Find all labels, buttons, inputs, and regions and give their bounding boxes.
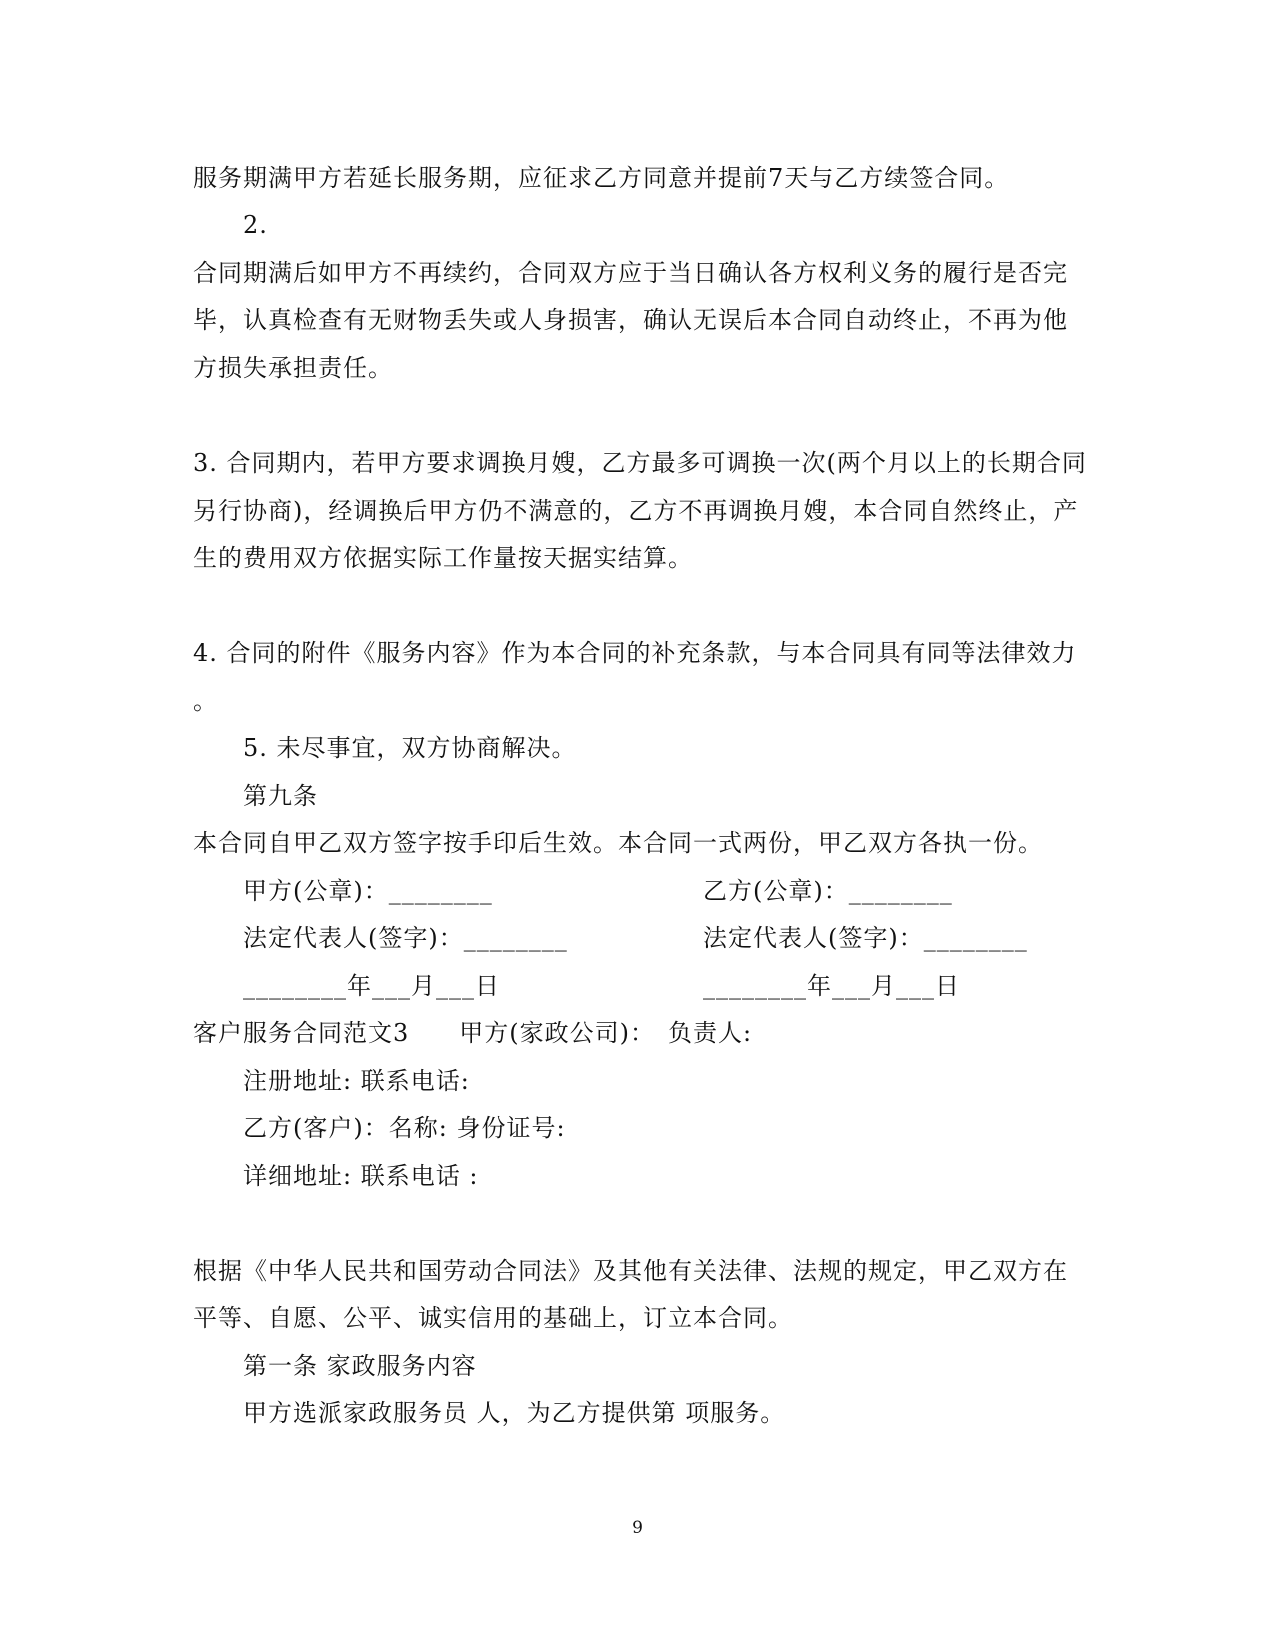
party-b-date-field: ________年___月___日	[703, 972, 960, 1000]
paragraph-line: 生的费用双方依据实际工作量按天据实结算。	[193, 544, 693, 572]
paragraph-line: 5. 未尽事宜，双方协商解决。	[243, 734, 577, 762]
page-number: 9	[632, 1518, 643, 1538]
party-b-seal-field: 乙方(公章)：________	[703, 877, 953, 905]
paragraph-line: 甲方选派家政服务员 人，为乙方提供第 项服务。	[243, 1399, 786, 1427]
paragraph-line: 。	[193, 687, 218, 715]
paragraph-line: 方损失承担责任。	[193, 354, 393, 382]
party-a-seal-field: 甲方(公章)：________	[243, 877, 493, 905]
paragraph-line: 服务期满甲方若延长服务期，应征求乙方同意并提前7天与乙方续签合同。	[193, 164, 1010, 192]
section-title-line: 客户服务合同范文3 甲方(家政公司)： 负责人:	[193, 1019, 753, 1047]
party-a-date-field: ________年___月___日	[243, 972, 500, 1000]
clause-number: 2.	[243, 211, 268, 239]
party-b-name-field: 乙方(客户)：名称: 身份证号:	[243, 1114, 566, 1142]
paragraph-line: 平等、自愿、公平、诚实信用的基础上，订立本合同。	[193, 1304, 793, 1332]
party-b-representative-field: 法定代表人(签字)：________	[703, 924, 1028, 952]
paragraph-line: 合同期满后如甲方不再续约，合同双方应于当日确认各方权利义务的履行是否完	[193, 259, 1068, 287]
paragraph-line: 4. 合同的附件《服务内容》作为本合同的补充条款，与本合同具有同等法律效力	[193, 639, 1077, 667]
party-a-representative-field: 法定代表人(签字)：________	[243, 924, 568, 952]
paragraph-line: 毕，认真检查有无财物丢失或人身损害，确认无误后本合同自动终止，不再为他	[193, 306, 1068, 334]
registration-address-field: 注册地址: 联系电话:	[243, 1067, 470, 1095]
article-heading: 第一条 家政服务内容	[243, 1352, 477, 1380]
paragraph-line: 本合同自甲乙双方签字按手印后生效。本合同一式两份，甲乙双方各执一份。	[193, 829, 1043, 857]
paragraph-line: 3. 合同期内，若甲方要求调换月嫂，乙方最多可调换一次(两个月以上的长期合同	[193, 449, 1087, 477]
detail-address-field: 详细地址: 联系电话 :	[243, 1162, 479, 1190]
paragraph-line: 另行协商)，经调换后甲方仍不满意的，乙方不再调换月嫂，本合同自然终止，产	[193, 497, 1079, 525]
article-heading: 第九条	[243, 782, 318, 810]
paragraph-line: 根据《中华人民共和国劳动合同法》及其他有关法律、法规的规定，甲乙双方在	[193, 1257, 1068, 1285]
